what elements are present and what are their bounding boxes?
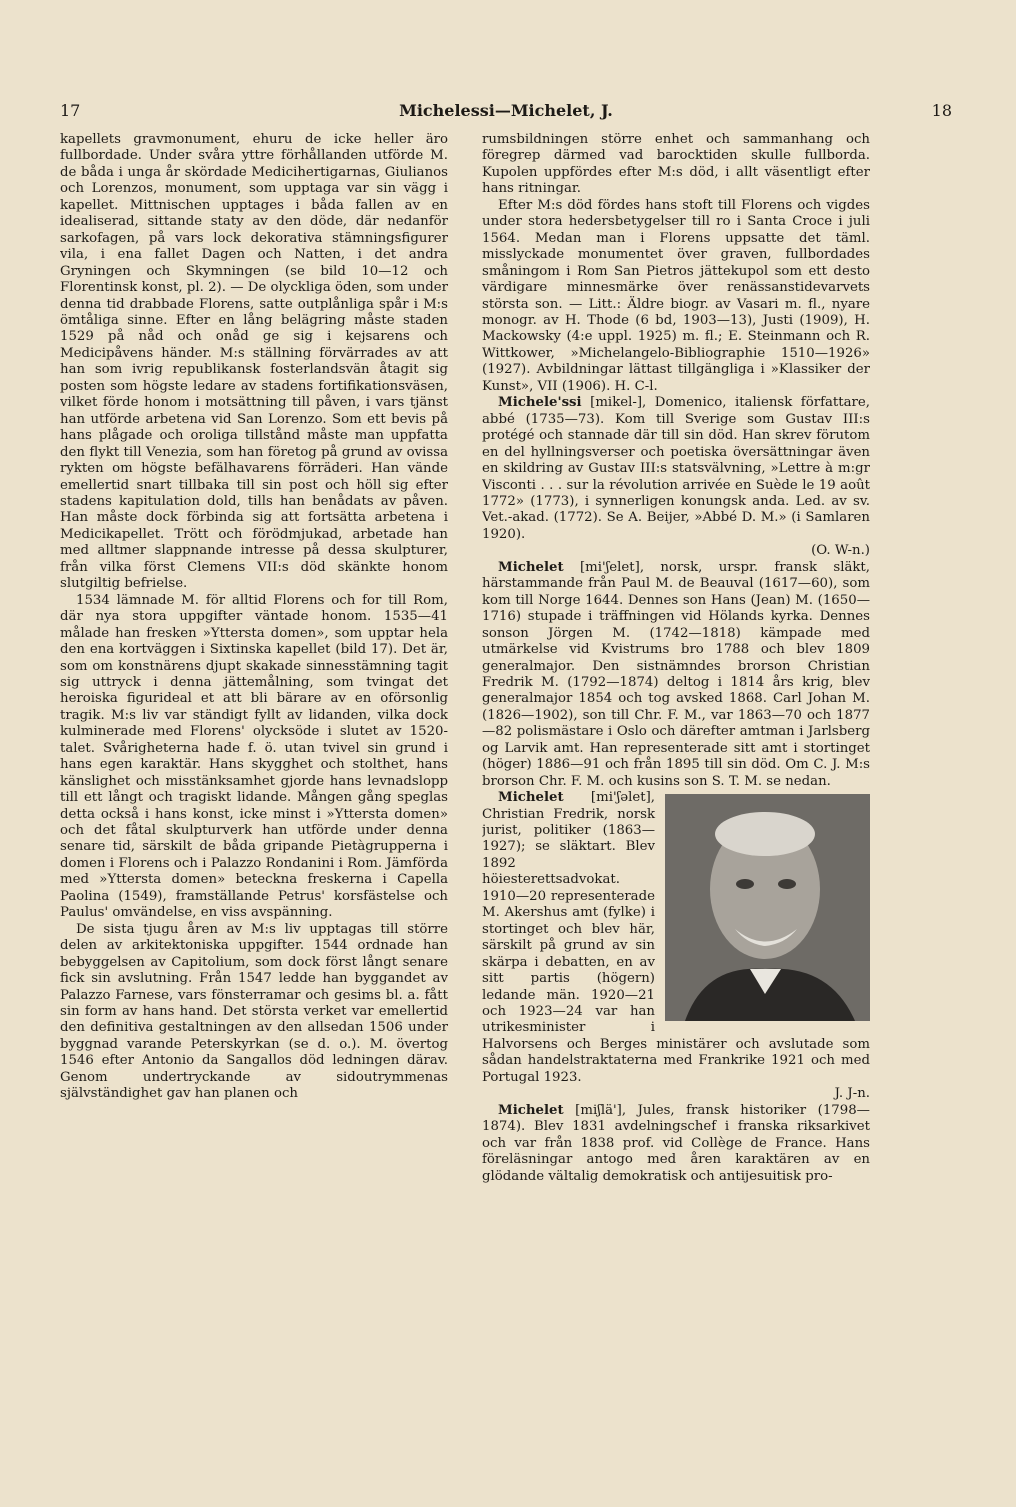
paragraph: kapellets gravmonument, ehuru de icke heller äro fullbordade. Under svåra yttre förhållanden utförde M. de båda i unga år skördade Medicihertigarnas, Giulianos och Lorenzos, monument, som upptaga var sin vägg i kapellet. Mittnischen upptages i båda fallen av en idealiserad, sittande staty av den döde, där nedanför sarkofagen, på vars lock dekorativa stämningsfigurer vila, i ena fallet Dagen och Natten, i det andra Gryningen och Skymningen (se bild 10—12 och Florentinsk konst, pl. 2). — De olyckliga öden, som under denna tid drabbade Florens, satte outplånliga spår i M:s ömtåliga sinne. Efter en lång belägring måste staden 1529 på nåd och onåd ge sig i kejsarens och Medicipåvens händer. M:s ställning förvärrades av att han som ivrig republikansk fosterlandsvän åtagit sig posten som högste ledare av stadens fortifikationsväsen, vilket förde honom i motsättning till påven, i vars tjänst han utförde arbetena vid San Lorenzo. Som ett bevis på hans plågade och oroliga tillstånd måste man uppfatta den flykt till Venezia, som han företog på grund av ovissa rykten om högste befälhavarens förräderi. Han vände emellertid snart tillbaka till sin post och höll sig efter stadens kapitulation dold, tills han benådats av påven. Han måste dock förbinda sig att fortsätta arbetena i Medicikapellet. Trött och förödmjukad, arbetade han med alltmer slappnande intresse på dessa skulpturer, från vilka först Clemens VII:s död skänkte honom slutgiltig befrielse. (60, 132, 448, 592)
entry-michelet-jules (482, 1103, 870, 1185)
paragraph: De sista tjugu åren av M:s liv upptagas till större delen av arkitektoniska uppgifter. 1544 ordnade han bebyggelsen av Capitolium, som dock först långt senare fick sin avslutning. Från 1547 ledde han byggandet av Palazzo Farnese, vars fönsterramar och gesims bl. a. fått sin form av hans hand. Det största verket var emellertid den definitiva gestaltningen av den allsedan 1506 under byggnad varande Peterskyrkan (se d. o.). M. övertog 1546 efter Antonio da Sangallos död ledningen därav. Genom undertryckande av sidoutrymmenas självständighet gav han planen och (60, 921, 448, 1102)
entry-text: [miʃlä'], Jules, fransk historiker (1798—1874). Blev 1831 avdelningschef i franska riksarkivet och var från 1838 prof. vid Collège de France. Hans föreläsningar antogo med åren karaktären av en glödande vältalig demokratisk och antijesuitisk pro- (482, 1102, 870, 1184)
paragraph: rumsbildningen större enhet och sammanhang och föregrep därmed vad barocktiden skulle fullborda. Kupolen uppfördes efter M:s död, i allt väsentligt efter hans ritningar. (482, 132, 870, 197)
paragraph-text: Efter M:s död fördes hans stoft till Florens och vigdes under stora hedersbetygelser till ro i Santa Croce i juli 1564. Medan man i Florens uppsatte det täml. misslyckade monumentet över graven, fullbordades småningom i Rom San Pietros jättekupol som ett desto värdigare minnesmärke över renässanstidevarvets största son. — Litt.: Äldre biogr. av Vasari m. fl., nyare monogr. av H. Thode (6 bd, 1903—13), Justi (1909), H. Mackowsky (4:e uppl. 1925) m. fl.; E. Steinmann och R. Wittkower, »Michelangelo-Bibliographie 1510—1926» (1927). Avbildningar lättast tillgängliga i »Klassiker der Kunst», VII (1906). (482, 197, 870, 394)
portrait-image (665, 794, 870, 1021)
paragraph: 1534 lämnade M. för alltid Florens och for till Rom, där nya stora uppgifter väntade honom. 1535—41 målade han fresken »Yttersta domen», som upptar hela den ena kortväggen i Sixtinska kapellet (bild 17). Det är, som om konstnärens djupt skakade sinnesstämning tagit sig uttryck i denna jättemålning, som tvingat det heroiska figurideal et att bli bärare av en oförsonlig tragik. M:s liv var ständigt fyllt av lidanden, vilka dock kulminerade med Florens' olycksöde i slutet av 1520-talet. Svårigheterna hade f. ö. utan tvivel sin grund i hans egen karaktär. Hans skygghet och stolthet, hans känslighet och misstänksamhet gjorde hans levnadslopp till ett långt och tragiskt lidande. Mången gång speglas detta också i hans konst, icke minst i »Yttersta domen» och det fåtal skulpturverk han utförde under denna senare tid, särskilt de båda gripande Pietàgrupperna i domen i Florens och i Palazzo Rondanini i Rom. Jämförda med »Yttersta domen» beteckna freskerna i Capella Paolina (1549), framställande Petrus' korsfästelse och Paulus' omvändelse, en viss avspänning. (60, 592, 448, 921)
left-column (60, 132, 448, 1402)
page-number-left: 17 (60, 101, 81, 120)
entry-michelet-family (482, 560, 870, 790)
entry-michelet-christian (482, 790, 870, 1103)
entry-headword: Michelet (498, 559, 564, 575)
portrait-photo (665, 794, 870, 1021)
entry-michelessi (482, 395, 870, 560)
author-signature: (O. W-n.) (811, 543, 870, 559)
entry-headword: Michelet (498, 1102, 564, 1118)
running-title: Michelessi—Michelet, J. (399, 101, 613, 120)
right-column (482, 132, 870, 1402)
page-number-right: 18 (931, 101, 952, 120)
entry-headword: Michele'ssi (498, 395, 582, 411)
running-header (60, 101, 952, 125)
entry-text: [mikel-], Domenico, italiensk författare, abbé (1735—73). Kom till Sverige som Gustav III:s protégé och stannade där till sin död. Han skrev förutom en del hyllningsverser och poetiska översättningar även en skildring av Gustav III:s statsvälvning, »Lettre à m:gr Visconti . . . sur la révolution arrivée en Suède le 19 août 1772» (1773), i synnerligen konungsk anda. Led. av sv. Vet.-akad. (1772). Se A. Beijer, »Abbé D. M.» (i Samlaren 1920). (482, 395, 870, 542)
entry-text: [mi'ʃəlet], Christian Fredrik, norsk jurist, politiker (1863—1927); se släktart. Blev 1892 höiesterettsadvokat. 1910—20 representerade M. Akershus amt (fylke) i stortinget och blev här, särskilt på grund av sin skärpa i debatten, en av sitt partis (högern) ledande män. 1920—21 och 1923—24 var han utrikesminister i Halvorsens och Berges ministärer och avslutade som sådan handelstraktaterna med Frankrike 1921 och med Portugal 1923. (482, 790, 870, 1085)
entry-text: [mi'ʃelet], norsk, urspr. fransk släkt, härstammande från Paul M. de Beauval (1617—60), som kom till Norge 1644. Dennes son Hans (Jean) M. (1650—1716) stupade i träffningen vid Hölands kyrka. Dennes sonson Jörgen M. (1742—1818) kämpade med utmärkelse vid Kvistrums bro 1788 och blev 1809 generalmajor. Den sistnämndes brorson Christian Fredrik M. (1792—1874) deltog i 1814 års krig, blev generalmajor 1854 och tog avsked 1868. Carl Johan M. (1826—1902), son till Chr. F. M., var 1863—70 och 1877—82 polismästare i Oslo och därefter amtman i Jarlsberg og Larvik amt. Han representerade sitt amt i stortinget (höger) 1886—91 och från 1895 till sin död. Om C. J. M:s brorson Chr. F. M. och kusins son S. T. M. se nedan. (482, 559, 870, 789)
entry-headword: Michelet (498, 790, 564, 806)
author-signature: H. C-l. (614, 378, 658, 394)
paragraph (482, 198, 870, 395)
author-signature: J. J-n. (834, 1086, 870, 1102)
